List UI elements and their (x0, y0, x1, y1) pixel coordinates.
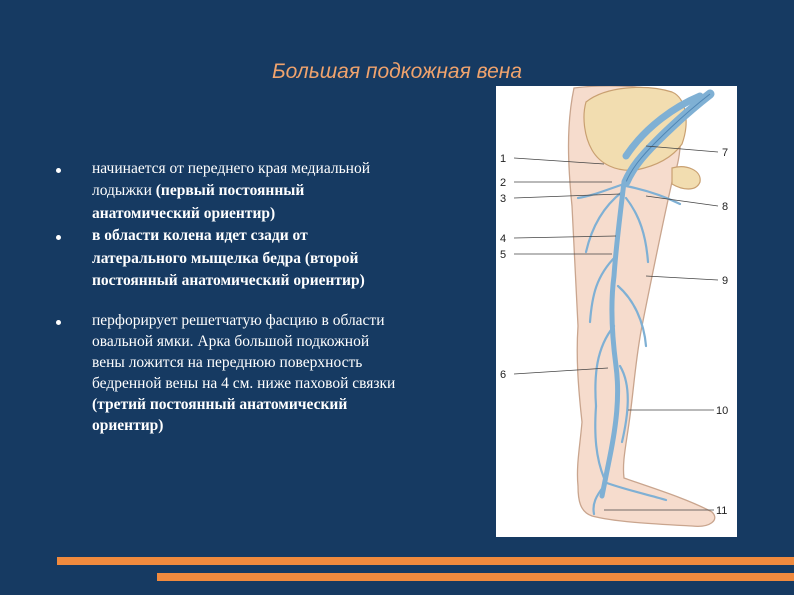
label-1: 1 (500, 153, 507, 165)
bullet-text: перфорирует решетчатую фасцию в области овальной ямки. Арка большой подкожной вены ложится на переднюю поверхность бедренной вены на 4 см. ниже паховой связки (92, 312, 396, 393)
bullet-dot (56, 320, 61, 325)
bullet-dot (56, 168, 61, 173)
label-5: 5 (500, 249, 507, 261)
bullet-text-bold: в области колена идет сзади от латерального мыщелка бедра (второй постоянный анатомический ориентир) (92, 227, 365, 290)
label-6: 6 (500, 369, 507, 381)
bullet-item (56, 310, 401, 436)
label-11: 11 (716, 505, 728, 517)
bullet-text-bold: (третий постоянный анатомический ориентир) (92, 396, 348, 435)
bullet-dot (56, 235, 61, 240)
femur-head (672, 167, 700, 189)
slide-title: Большая подкожная вена (271, 60, 523, 83)
label-7: 7 (722, 147, 729, 159)
label-10: 10 (716, 405, 729, 417)
label-9: 9 (722, 275, 729, 287)
label-2: 2 (500, 177, 507, 189)
bullet-list (56, 158, 401, 436)
bullet-item (56, 158, 401, 225)
label-8: 8 (722, 201, 729, 213)
label-4: 4 (500, 233, 507, 245)
label-3: 3 (500, 193, 507, 205)
leg-anatomy-svg (496, 86, 737, 537)
bullet-text-bold: (первый постоянный анатомический ориентир) (92, 182, 305, 222)
bullet-text: начинается от переднего края медиальной лодыжки (92, 160, 370, 200)
leg-vein-illustration (496, 86, 737, 537)
accent-bar-bottom (157, 573, 794, 581)
bullet-item (56, 225, 401, 292)
accent-bar-top (57, 557, 794, 565)
